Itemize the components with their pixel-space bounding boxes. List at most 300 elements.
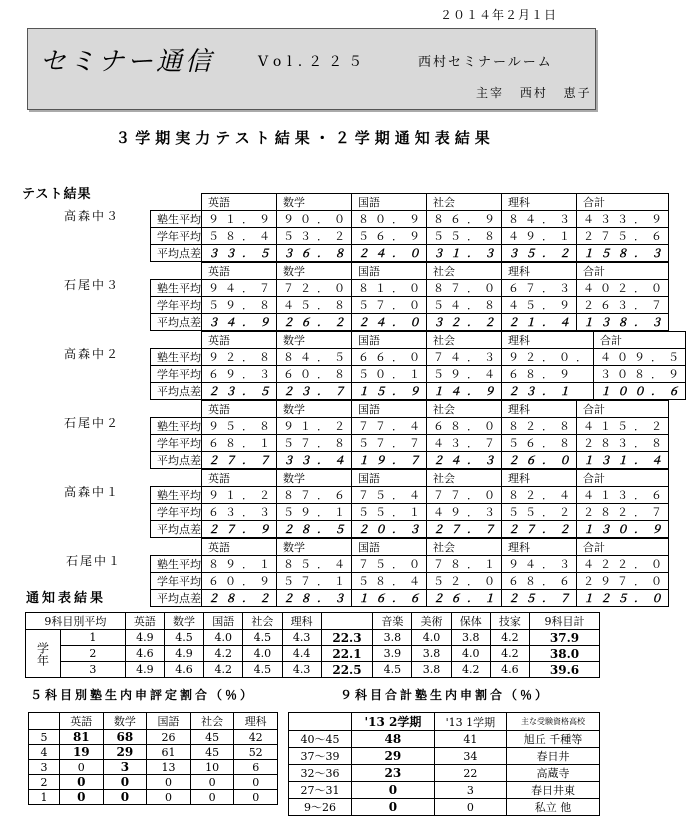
percent-cell: 0 [147,775,191,790]
percent-cell: 6 [234,760,278,775]
school-table-row [151,245,669,262]
score-cell: ８５．４ [277,556,352,573]
score-cell: ７７．０ [427,487,502,504]
score-cell: ９１．２ [202,487,277,504]
score-cell: ２７．７ [202,452,277,469]
row-label: 平均点差 [151,590,202,607]
grade-row [26,662,600,678]
col-header: 9科目計 [529,613,599,630]
grade-cell: 4.5 [243,662,282,678]
score-cell: ２３．５ [202,383,277,400]
col-header: 数学 [164,613,203,630]
grade-cell: 3.9 [373,646,412,662]
score-cell: ５７．７ [352,435,427,452]
school-table-row [151,590,669,607]
score-cell: ８６．９ [427,211,502,228]
col-header: 英語 [125,613,164,630]
row-label: 学年平均 [151,297,202,314]
percent-cell: 0 [103,775,147,790]
school-name: 石尾中３ [64,278,121,292]
percent-cell: 0 [352,782,435,799]
score-cell: ６６．０ [352,349,427,366]
score-cell: ５７．８ [277,435,352,452]
grade-cell: 4.6 [490,662,529,678]
col-header: 合計 [594,332,686,349]
score-cell: ４５．９ [502,297,577,314]
col-header: 数学 [277,194,352,211]
score-cell: ３２．２ [427,314,502,331]
grade-table-header [26,613,600,630]
score-cell: ９５．８ [202,418,277,435]
score-cell: ８０．９ [352,211,427,228]
row-label: 塾生平均 [151,556,202,573]
col-header: 合計 [577,263,669,280]
col-header: 国語 [352,194,427,211]
grade-cell: 4.0 [451,646,490,662]
score-cell: ５５．８ [427,228,502,245]
score-level: 3 [29,760,60,775]
school-table-row [151,504,669,521]
row-label: 塾生平均 [151,280,202,297]
score-cell: ７５．０ [352,556,427,573]
grade-cell: 4.5 [243,630,282,646]
col-header: 数学 [277,263,352,280]
score-cell: ７５．４ [352,487,427,504]
col-header: 合計 [577,194,669,211]
host-name: 主宰 西村 恵子 [476,86,592,100]
school-table-row [151,228,669,245]
score-cell: ９４．３ [502,556,577,573]
score-cell: ３３．４ [277,452,352,469]
row-label: 塾生平均 [151,418,202,435]
grade-cell: 39.6 [529,662,599,678]
percent-cell: 0 [434,799,506,816]
score-cell: ５５．１ [352,504,427,521]
score-cell: ２７．２ [502,521,577,538]
score-cell: ８２．８ [502,418,577,435]
col-header: 社会 [427,332,502,349]
grade-table-corner: 9科目別平均 [26,613,126,630]
col-header: 数学 [277,332,352,349]
col-header: 理科 [234,713,278,730]
score-cell: ２０．３ [352,521,427,538]
col-header: 理科 [502,194,577,211]
score-range: 40～45 [289,731,352,748]
col-header: 音楽 [373,613,412,630]
score-cell: ２６．２ [277,314,352,331]
school-table-row [151,349,686,366]
school-target: 春日井東 [507,782,600,799]
score-cell: ６０．９ [202,573,277,590]
score-cell: ５２．０ [427,573,502,590]
percent-cell: 45 [190,730,234,745]
school-table-header [151,263,669,280]
volume-number: Vol.２２５ [258,54,369,70]
score-cell: ３６．８ [277,245,352,262]
col-header: 英語 [202,332,277,349]
grade-cell: 4.2 [451,662,490,678]
newsletter-header [27,28,596,110]
row-label: 平均点差 [151,314,202,331]
grade-cell: 3.8 [373,630,412,646]
percent-cell: 81 [60,730,104,745]
grade-cell: 4.3 [282,662,321,678]
row-label: 学年平均 [151,504,202,521]
five-subject-title: ５科目別塾生内申評定割合（％） [30,688,256,702]
score-cell: ５８．４ [352,573,427,590]
school-table-row [151,314,669,331]
grade-cell: 4.6 [164,662,203,678]
col-header: 国語 [352,401,427,418]
grade-cell: 4.9 [164,646,203,662]
school-table-row [151,280,669,297]
score-cell: ４３．７ [427,435,502,452]
score-level: 1 [29,790,60,805]
score-cell: １９．７ [352,452,427,469]
organization-name: 西村セミナールーム [418,55,553,70]
grade-cell: 4.3 [282,630,321,646]
score-cell: ２８３．８ [577,435,669,452]
score-cell: １００．６ [594,383,686,400]
score-cell: ９０．０ [277,211,352,228]
nine-row [289,799,600,816]
school-table-row [151,383,686,400]
percent-cell: 61 [147,745,191,760]
five-row [29,745,278,760]
score-cell: ２６．０ [502,452,577,469]
score-cell: ４９．３ [427,504,502,521]
school-table-row [151,435,669,452]
score-level: 5 [29,730,60,745]
nine-subject-table [288,712,600,816]
col-header: 合計 [577,539,669,556]
col-header: 英語 [60,713,104,730]
grade-number: 3 [61,662,126,678]
grade-cell: 22.5 [321,662,373,678]
school-target: 春日井 [507,748,600,765]
score-cell: ４５．８ [277,297,352,314]
school-result-table [150,469,669,538]
row-label: 平均点差 [151,245,202,262]
col-header: 理科 [282,613,321,630]
score-cell: ５９．４ [427,366,502,383]
school-table-row [151,366,686,383]
col-header: 国語 [352,470,427,487]
score-cell: ４１５．２ [577,418,669,435]
five-row [29,790,278,805]
col-header: 英語 [202,539,277,556]
col-header: 合計 [577,470,669,487]
col-header: 数学 [277,401,352,418]
score-cell: ５４．８ [427,297,502,314]
grade-cell: 4.2 [204,646,243,662]
col-header: 数学 [103,713,147,730]
grade-cell: 3.8 [412,646,451,662]
grade-cell: 4.0 [204,630,243,646]
score-level: 2 [29,775,60,790]
score-cell: ６７．３ [502,280,577,297]
percent-cell: 0 [103,790,147,805]
score-cell: ６３．３ [202,504,277,521]
score-cell: ６８．９ [502,366,594,383]
grade-cell: 4.9 [125,630,164,646]
school-table-header [151,194,669,211]
grade-number: 2 [61,646,126,662]
score-cell: ７２．０ [277,280,352,297]
five-table-header [29,713,278,730]
five-subject-table [28,712,278,805]
score-cell: ５５．２ [502,504,577,521]
score-cell: ２８．２ [202,590,277,607]
grade-cell: 4.6 [125,646,164,662]
percent-cell: 29 [352,748,435,765]
row-label: 学年平均 [151,435,202,452]
score-cell: ９４．７ [202,280,277,297]
percent-cell: 0 [234,790,278,805]
school-table-header [151,539,669,556]
grade-cell: 3.8 [412,662,451,678]
grade-cell: 4.4 [282,646,321,662]
score-cell: ９１．９ [202,211,277,228]
school-result-table [150,538,669,607]
grade-cell: 4.0 [412,630,451,646]
score-cell: １５８．３ [577,245,669,262]
score-cell: ２８２．７ [577,504,669,521]
percent-cell: 0 [147,790,191,805]
grade-cell: 4.2 [204,662,243,678]
col-header: 美術 [412,613,451,630]
score-range: 27～31 [289,782,352,799]
row-label: 平均点差 [151,452,202,469]
score-cell: ９２．８ [202,349,277,366]
percent-cell: 68 [103,730,147,745]
score-cell: ８７．６ [277,487,352,504]
row-label: 平均点差 [151,383,202,400]
col-header: 数学 [277,539,352,556]
score-cell: ２９７．０ [577,573,669,590]
col-header: 英語 [202,194,277,211]
col-header: 英語 [202,470,277,487]
score-cell: ５７．０ [352,297,427,314]
score-cell: ２７．７ [427,521,502,538]
score-cell: ６８．１ [202,435,277,452]
percent-cell: 0 [60,775,104,790]
col-header: 国語 [352,539,427,556]
score-cell: ３３．５ [202,245,277,262]
score-cell: ８９．１ [202,556,277,573]
score-cell: ７７．４ [352,418,427,435]
score-cell: ５７．１ [277,573,352,590]
grade-cell: 37.9 [529,630,599,646]
grade-cell: 38.0 [529,646,599,662]
col-header: 英語 [202,263,277,280]
nine-row [289,765,600,782]
nine-row [289,731,600,748]
col-header: 技家 [490,613,529,630]
col-header: 英語 [202,401,277,418]
percent-cell: 52 [234,745,278,760]
percent-cell: 29 [103,745,147,760]
percent-cell: 13 [147,760,191,775]
score-cell: ４２２．０ [577,556,669,573]
col-header: '13 2学期 [352,713,435,731]
col-header: 社会 [427,263,502,280]
score-cell: ３０８．９ [594,366,686,383]
grade-cell: 4.0 [243,646,282,662]
school-result-table [150,400,669,469]
score-cell: ４３３．９ [577,211,669,228]
percent-cell: 45 [190,745,234,760]
percent-cell: 0 [190,790,234,805]
score-cell: ６８．６ [502,573,577,590]
score-cell: ５６．９ [352,228,427,245]
school-target: 旭丘 千種等 [507,731,600,748]
col-header: 国語 [352,263,427,280]
score-cell: ７８．１ [427,556,502,573]
percent-cell: 10 [190,760,234,775]
score-cell: ９２．０． [502,349,594,366]
col-header: 社会 [427,539,502,556]
grade-cell: 4.5 [373,662,412,678]
col-header: 国語 [352,332,427,349]
percent-cell: 19 [60,745,104,760]
grade-side-label: 学年 [26,630,61,678]
col-header: 理科 [502,332,594,349]
score-cell: ２４．０ [352,314,427,331]
score-cell: ５３．２ [277,228,352,245]
score-cell: １３１．４ [577,452,669,469]
col-header: 国語 [204,613,243,630]
score-cell: ８４．３ [502,211,577,228]
col-header: 理科 [502,263,577,280]
score-cell: ５８．４ [202,228,277,245]
percent-cell: 0 [352,799,435,816]
school-table-header [151,470,669,487]
col-header: 主な受験資格高校 [507,713,600,731]
school-result-table [150,262,669,331]
score-cell: ２６．１ [427,590,502,607]
col-header: 社会 [427,470,502,487]
grade-cell: 22.1 [321,646,373,662]
row-label: 塾生平均 [151,349,202,366]
percent-cell: 0 [190,775,234,790]
score-cell: ７４．３ [427,349,502,366]
score-cell: ２７．９ [202,521,277,538]
score-cell: ９１．２ [277,418,352,435]
score-cell: ８７．０ [427,280,502,297]
school-name: 石尾中１ [66,554,123,568]
score-level: 4 [29,745,60,760]
grade-cell: 4.2 [490,646,529,662]
percent-cell: 42 [234,730,278,745]
row-label: 学年平均 [151,573,202,590]
grade-cell: 3.8 [451,630,490,646]
score-cell: ６８．０ [427,418,502,435]
percent-cell: 26 [147,730,191,745]
score-cell: ２１．４ [502,314,577,331]
five-row [29,775,278,790]
grade-cell: 4.9 [125,662,164,678]
grade-cell: 4.5 [164,630,203,646]
percent-cell: 41 [434,731,506,748]
row-label: 学年平均 [151,228,202,245]
col-header: 理科 [502,401,577,418]
issue-date: ２０１４年２月１日 [440,8,558,22]
school-table-row [151,297,669,314]
score-cell: ２８．３ [277,590,352,607]
score-cell: ２３．７ [277,383,352,400]
score-cell: ２５．７ [502,590,577,607]
nine-table-header [289,713,600,731]
score-range: 9～26 [289,799,352,816]
row-label: 学年平均 [151,366,202,383]
headline: ３学期実力テスト結果・２学期通知表結果 [115,129,495,147]
school-name: 高森中２ [64,347,121,361]
five-row [29,760,278,775]
percent-cell: 3 [103,760,147,775]
score-cell: ５９．８ [202,297,277,314]
col-header: 合計 [577,401,669,418]
score-cell: ３４．９ [202,314,277,331]
score-cell: ４１３．６ [577,487,669,504]
percent-cell: 23 [352,765,435,782]
five-row [29,730,278,745]
percent-cell: 22 [434,765,506,782]
col-header: 理科 [502,470,577,487]
percent-cell: 3 [434,782,506,799]
score-cell: ５９．１ [277,504,352,521]
score-cell: ６９．３ [202,366,277,383]
newsletter-title: セミナー通信 [40,47,215,77]
score-range: 37～39 [289,748,352,765]
test-section-title: テスト結果 [22,187,92,202]
school-table-row [151,211,669,228]
score-cell: ３１．３ [427,245,502,262]
score-cell: ２６３．７ [577,297,669,314]
score-range: 32～36 [289,765,352,782]
school-table-header [151,332,686,349]
percent-cell: 0 [234,775,278,790]
col-header: 国語 [147,713,191,730]
school-result-table [150,331,686,400]
score-cell: １４．９ [427,383,502,400]
nine-row [289,748,600,765]
school-table-row [151,573,669,590]
grade-average-table [25,612,600,678]
row-label: 塾生平均 [151,211,202,228]
score-cell: ４０２．０ [577,280,669,297]
score-cell: １２５．０ [577,590,669,607]
school-table-header [151,401,669,418]
grade-row [26,646,600,662]
score-cell: ４０９．５ [594,349,686,366]
school-target: 高蔵寺 [507,765,600,782]
score-cell: １３０．９ [577,521,669,538]
score-cell: ２８．５ [277,521,352,538]
col-header: '13 1学期 [434,713,506,731]
score-cell: ４９．１ [502,228,577,245]
score-cell: ６０．８ [277,366,352,383]
school-name: 石尾中２ [64,416,121,430]
row-label: 平均点差 [151,521,202,538]
score-cell: ２７５．６ [577,228,669,245]
nine-row [289,782,600,799]
score-cell: ８１．０ [352,280,427,297]
nine-subject-title: ９科目合計塾生内申割合（％） [340,688,551,702]
score-cell: ８４．５ [277,349,352,366]
col-header: 社会 [190,713,234,730]
school-table-row [151,487,669,504]
